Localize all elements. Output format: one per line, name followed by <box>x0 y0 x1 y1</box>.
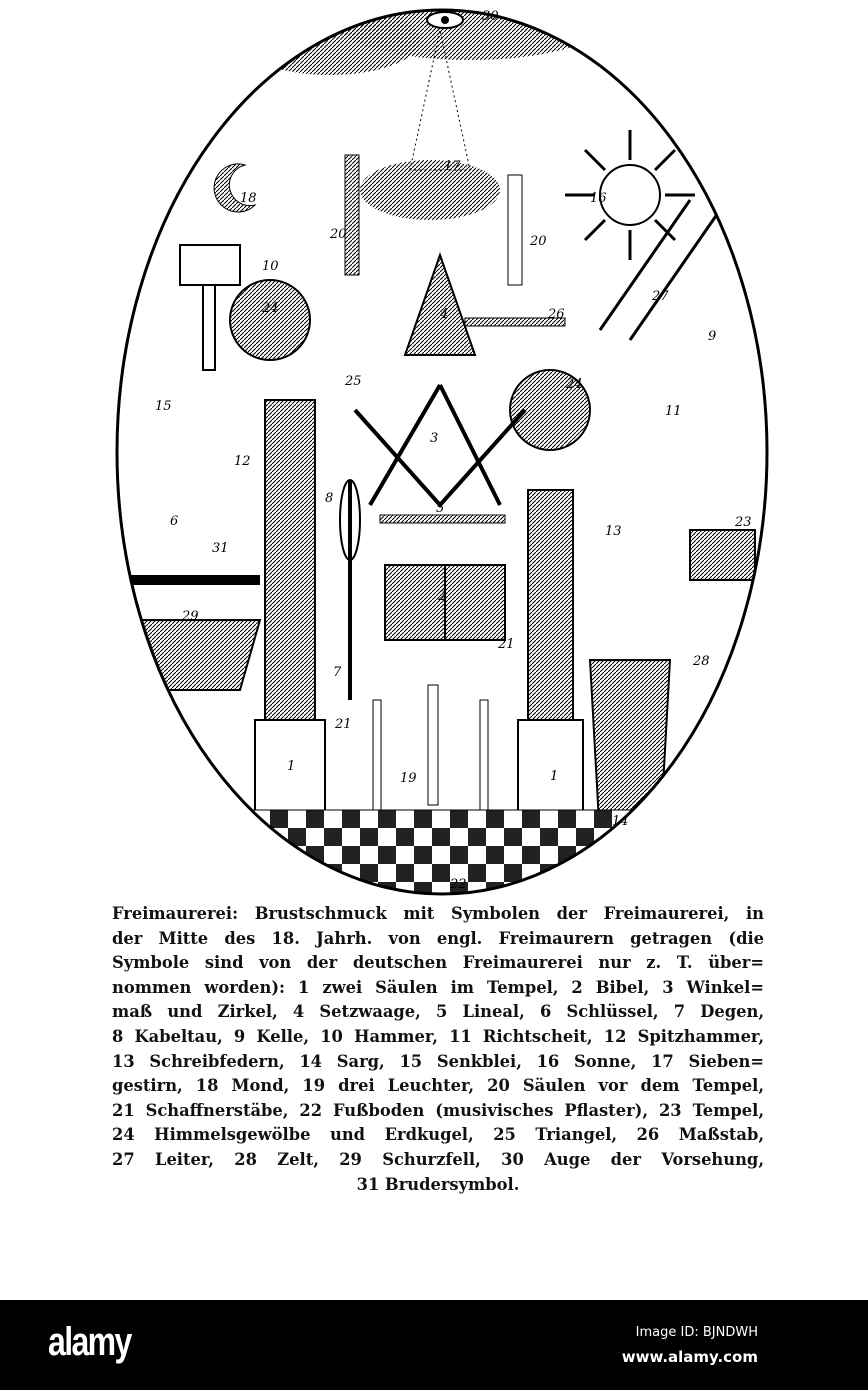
label: 15 <box>155 399 172 414</box>
image-id: Image ID: BJNDWH <box>635 1325 758 1340</box>
caption-line: Freimaurerei: Brustschmuck mit Symbolen der Freimaurerei, in <box>112 904 764 923</box>
label: 24 <box>566 377 583 392</box>
caption-line: nommen worden): 1 zwei Säulen im Tempel, 2 Bibel, 3 Winkel= <box>112 977 764 997</box>
label: 27 <box>652 289 669 304</box>
label: 22 <box>450 877 467 892</box>
label: 6 <box>170 514 179 529</box>
label: 13 <box>605 524 622 539</box>
label: 31 <box>212 541 229 556</box>
label: 10 <box>262 259 279 274</box>
eye-of-providence <box>427 12 463 28</box>
label: 16 <box>590 191 607 206</box>
alamy-logo: alamy <box>48 1320 131 1364</box>
label: 23 <box>735 515 752 530</box>
caption-line: Symbole sind von der deutschen Freimaurerei nur z. T. über= <box>112 953 764 973</box>
temple <box>690 530 755 580</box>
oval-frame <box>117 10 767 894</box>
label: 26 <box>548 307 565 322</box>
level-triangle <box>405 255 475 355</box>
label: 1 <box>550 769 559 784</box>
label: 24 <box>262 301 279 316</box>
sun-icon <box>565 130 695 260</box>
label: 8 <box>325 491 334 506</box>
globe-left <box>230 280 310 360</box>
caption-line: gestirn, 18 Mond, 19 drei Leuchter, 20 Säulen vor dem Tempel, <box>112 1076 764 1096</box>
label: 30 <box>482 9 499 24</box>
label: 2 <box>438 589 447 604</box>
caption-line: maß und Zirkel, 4 Setzwaage, 5 Lineal, 6 Schlüssel, 7 Degen, <box>112 1002 764 1022</box>
label: 21 <box>498 637 515 652</box>
label: 14 <box>612 814 629 829</box>
label: 12 <box>234 454 251 469</box>
label: 1 <box>287 759 296 774</box>
caption-line: 27 Leiter, 28 Zelt, 29 Schurzfell, 30 Auge der Vorsehung, <box>112 1149 764 1169</box>
square-and-compass <box>355 385 525 505</box>
label: 29 <box>182 609 199 624</box>
label: 28 <box>693 654 710 669</box>
website-link[interactable]: www.alamy.com <box>621 1348 758 1366</box>
label: 25 <box>345 374 362 389</box>
sword <box>340 480 360 700</box>
caption-line: 24 Himmelsgewölbe und Erdkugel, 25 Triangel, 26 Maßstab, <box>112 1125 764 1145</box>
caption-line: der Mitte des 18. Jahrh. von engl. Freimaurern getragen (die <box>112 928 764 948</box>
caption-line: 21 Schaffnerstäbe, 22 Fußboden (musivisches Pflaster), 23 Tempel, <box>112 1100 764 1120</box>
watermark-footer <box>0 1300 868 1390</box>
label: 3 <box>430 431 439 446</box>
label: 17 <box>444 159 461 174</box>
caption <box>112 902 764 1197</box>
apron <box>120 620 260 690</box>
label: 19 <box>400 771 417 786</box>
label: 4 <box>440 307 449 322</box>
candlesticks <box>373 685 488 820</box>
caption-line: 13 Schreibfedern, 14 Sarg, 15 Senkblei, 16 Sonne, 17 Sieben= <box>112 1051 764 1071</box>
label: 18 <box>240 191 257 206</box>
label: 20 <box>530 234 547 249</box>
label: 5 <box>436 501 445 516</box>
caption-line: 31 Brudersymbol. <box>356 1174 520 1194</box>
label: 9 <box>708 329 717 344</box>
label: 7 <box>333 665 342 680</box>
label: 20 <box>330 227 347 242</box>
label: 11 <box>665 404 682 419</box>
label: 21 <box>335 717 352 732</box>
caption-line: 8 Kabeltau, 9 Kelle, 10 Hammer, 11 Richtscheit, 12 Spitzhammer, <box>112 1026 764 1046</box>
